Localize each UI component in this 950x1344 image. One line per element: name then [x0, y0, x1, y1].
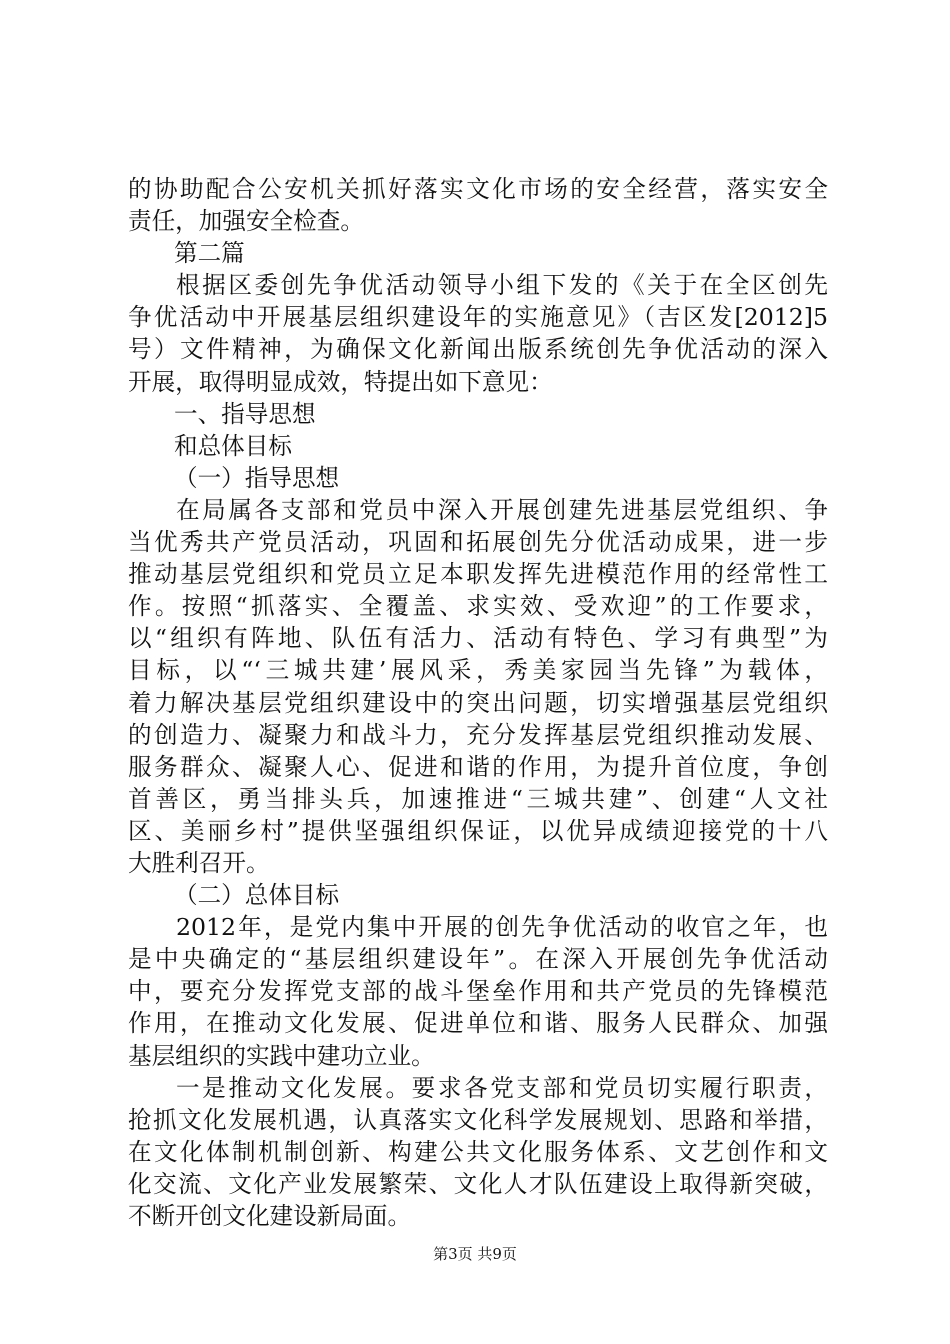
- text-line: 号）文件精神，为确保文化新闻出版系统创先争优活动的深入: [128, 335, 828, 364]
- text-line: 服务群众、凝聚人心、促进和谐的作用，为提升首位度，争创: [128, 752, 828, 781]
- text-line: 作用，在推动文化发展、促进单位和谐、服务人民群众、加强: [128, 1009, 828, 1038]
- text-line: 推动基层党组织和党员立足本职发挥先进模范作用的经常性工: [128, 560, 828, 589]
- text-line: 的创造力、凝聚力和战斗力，充分发挥基层党组织推动发展、: [128, 720, 828, 749]
- text-line: 2012年，是党内集中开展的创先争优活动的收官之年，也: [176, 913, 828, 942]
- text-line: （二）总体目标: [174, 881, 340, 910]
- text-line: 作。按照“抓落实、全覆盖、求实效、受欢迎”的工作要求，: [128, 592, 828, 621]
- text-line: 一是推动文化发展。要求各党支部和党员切实履行职责，: [176, 1073, 828, 1102]
- text-line: 首善区，勇当排头兵，加速推进“三城共建”、创建“人文社: [128, 784, 828, 813]
- text-line: 一、指导思想: [174, 399, 316, 428]
- page-footer: [0, 1244, 950, 1264]
- text-line: 的协助配合公安机关抓好落实文化市场的安全经营，落实安全: [128, 175, 828, 203]
- text-line: 不断开创文化建设新局面。: [128, 1202, 412, 1230]
- text-line: 开展，取得明显成效，特提出如下意见：: [128, 367, 553, 396]
- page-number-label: 第3页 共9页: [433, 1245, 517, 1263]
- text-line: 责任，加强安全检查。: [128, 207, 364, 236]
- text-line: 着力解决基层党组织建设中的突出问题，切实增强基层党组织: [128, 688, 828, 717]
- text-line: 大胜利召开。: [128, 848, 270, 877]
- text-line: 抢抓文化发展机遇，认真落实文化科学发展规划、思路和举措，: [128, 1105, 828, 1134]
- text-line: 当优秀共产党员活动，巩固和拓展创先分优活动成果，进一步: [128, 528, 828, 557]
- text-line: 和总体目标: [174, 431, 292, 460]
- text-line: 在文化体制机制创新、构建公共文化服务体系、文艺创作和文: [128, 1137, 828, 1166]
- text-line: 中，要充分发挥党支部的战斗堡垒作用和共产党员的先锋模范: [128, 977, 828, 1006]
- text-line: 是中央确定的“基层组织建设年”。在深入开展创先争优活动: [128, 945, 828, 974]
- text-line: （一）指导思想: [174, 463, 340, 492]
- text-line: 在局属各支部和党员中深入开展创建先进基层党组织、争: [176, 495, 828, 524]
- text-line: 化交流、文化产业发展繁荣、文化人才队伍建设上取得新突破，: [128, 1169, 828, 1198]
- text-line: 基层组织的实践中建功立业。: [128, 1041, 435, 1070]
- text-line: 以“组织有阵地、队伍有活力、活动有特色、学习有典型”为: [128, 624, 828, 653]
- text-line: 第二篇: [174, 239, 245, 268]
- document-body: [128, 173, 828, 1232]
- text-line: 区、美丽乡村”提供坚强组织保证，以优异成绩迎接党的十八: [128, 816, 828, 845]
- text-line: 争优活动中开展基层组织建设年的实施意见》（吉区发[2012]5: [128, 303, 828, 332]
- text-line: 目标，以“‘三城共建’展风采，秀美家园当先锋”为载体，: [128, 656, 828, 685]
- text-line: 根据区委创先争优活动领导小组下发的《关于在全区创先: [176, 271, 828, 300]
